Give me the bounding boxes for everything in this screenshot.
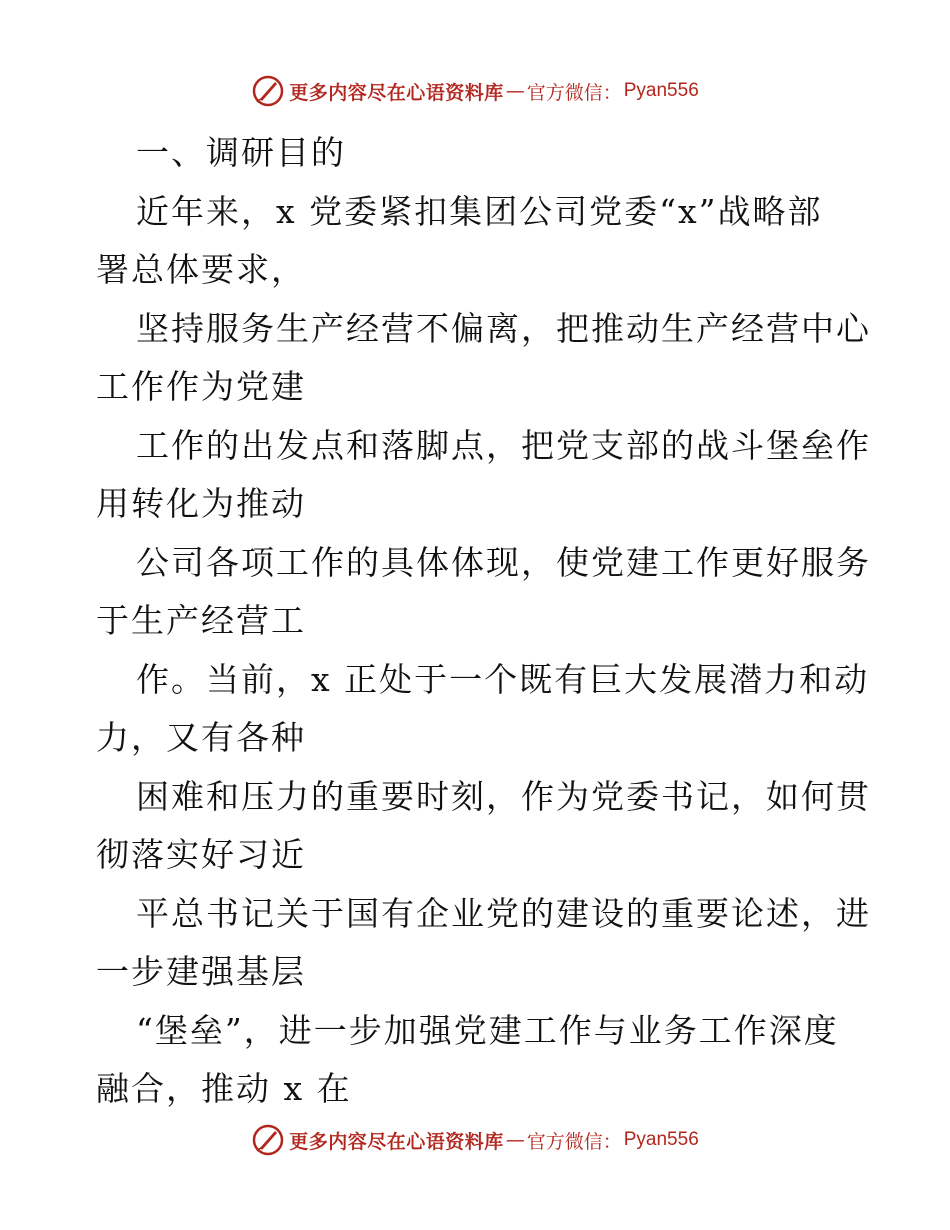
header-banner: [0, 71, 950, 111]
banner-wechat-id: Pyan556: [623, 80, 699, 101]
text-line: 融合，推动 x 在: [96, 1069, 352, 1108]
text-line: 近年来，x 党委紧扣集团公司党委“x”战略部: [136, 191, 823, 231]
section-heading: 一、调研目的: [136, 133, 346, 172]
text-line: 作。当前，x 正处于一个既有巨大发展潜力和动: [136, 659, 870, 699]
text-line: 署总体要求，: [96, 250, 306, 289]
document-body: [96, 124, 871, 1119]
text-line: 工作的出发点和落脚点，把党支部的战斗堡垒作: [136, 425, 871, 465]
banner-wechat-label: 官方微信：: [526, 1130, 622, 1153]
text-line: 于生产经营工: [96, 601, 306, 640]
text-line: 用转化为推动: [96, 484, 306, 523]
text-line: 工作作为党建: [96, 367, 306, 406]
banner-wechat-label: 官方微信：: [526, 81, 622, 104]
text-line: “堡垒”，进一步加强党建工作与业务工作深度: [136, 1010, 839, 1050]
banner-text: 更多内容尽在心语资料库: [289, 1130, 504, 1153]
quill-pen-logo-icon: [251, 74, 285, 108]
banner-dash: —: [505, 1129, 525, 1151]
text-line: 力，又有各种: [96, 718, 306, 757]
banner-dash: —: [505, 80, 525, 102]
banner-text: 更多内容尽在心语资料库: [289, 81, 504, 104]
text-line: 困难和压力的重要时刻，作为党委书记，如何贯: [136, 776, 871, 816]
text-line: 彻落实好习近: [96, 835, 306, 874]
text-line: 一步建强基层: [96, 952, 306, 991]
banner-wechat-id: Pyan556: [623, 1129, 699, 1150]
quill-pen-logo-icon: [251, 1123, 285, 1157]
text-line: 公司各项工作的具体体现，使党建工作更好服务: [136, 542, 871, 582]
footer-banner: [0, 1120, 950, 1160]
text-line: 平总书记关于国有企业党的建设的重要论述，进: [136, 893, 871, 933]
text-line: 坚持服务生产经营不偏离，把推动生产经营中心: [136, 308, 871, 348]
